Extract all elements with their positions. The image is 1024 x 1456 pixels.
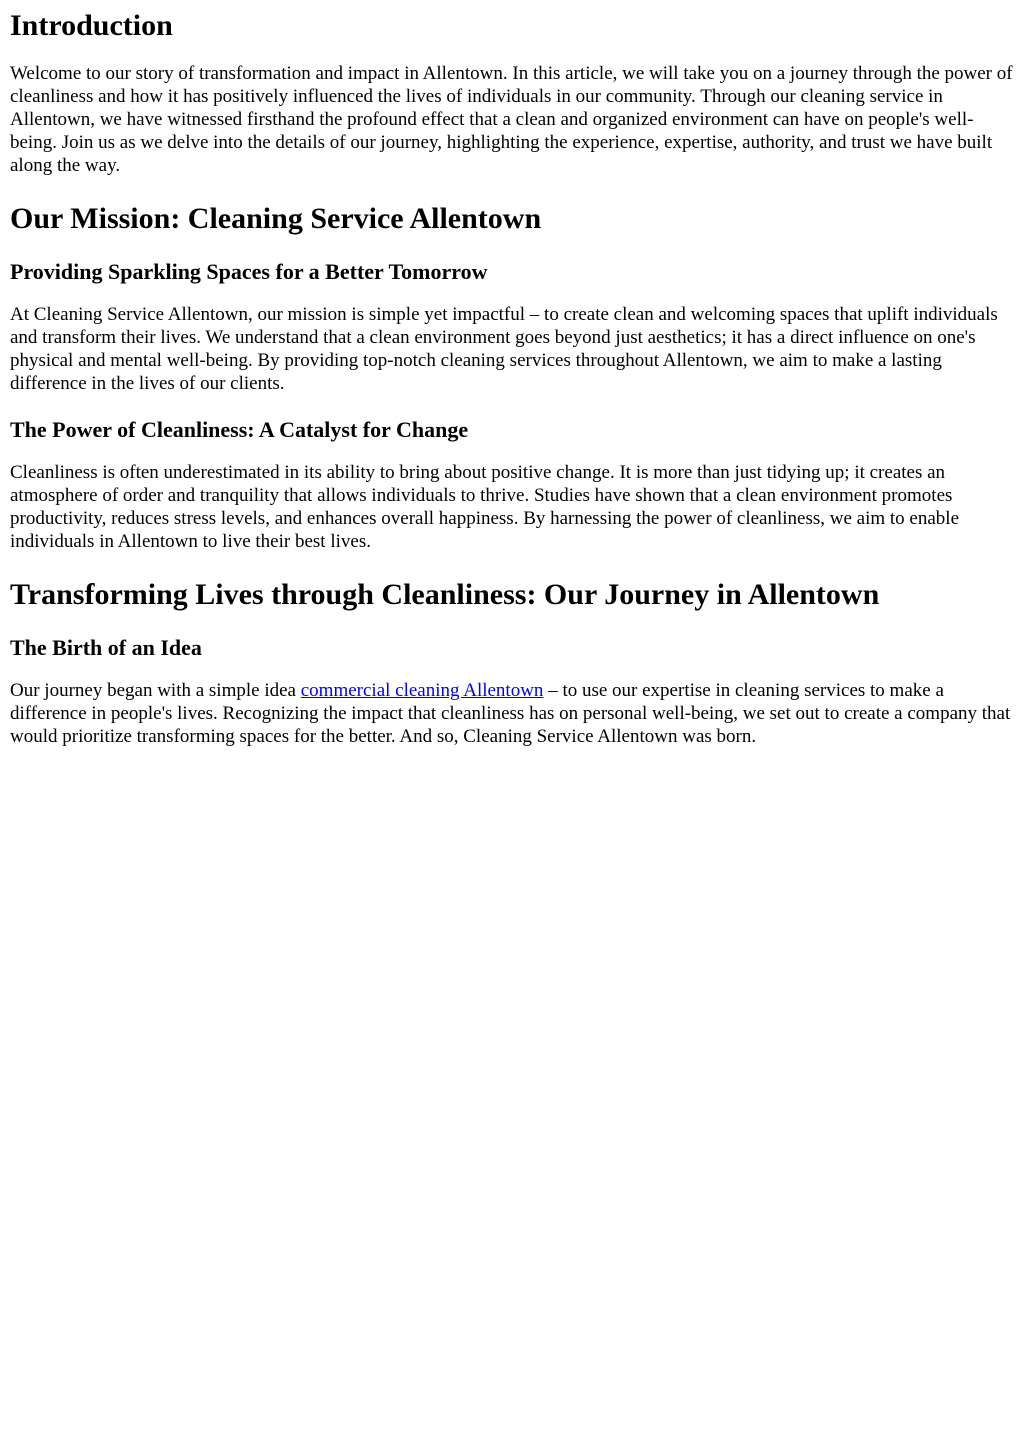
journey-paragraph-text-before-link: Our journey began with a simple idea: [10, 680, 301, 701]
article: [0, 8, 1024, 748]
mission-paragraph-sparkling-spaces: At Cleaning Service Allentown, our mission is simple yet impactful – to create clean and welcoming spaces that uplift individuals and transform their lives. We understand that a clean environment goes beyond just aesthetics; it has a direct influence on one's physical and mental well-being. By providing top-notch cleaning services throughout Allentown, we aim to make a lasting difference in the lives of our clients.: [10, 304, 998, 394]
mission-heading: Our Mission: Cleaning Service Allentown: [10, 202, 542, 235]
mission-subheading-sparkling-spaces: Providing Sparkling Spaces for a Better Tomorrow: [10, 259, 488, 284]
journey-subheading-birth-of-idea: The Birth of an Idea: [10, 635, 202, 660]
intro-paragraph: Welcome to our story of transformation and impact in Allentown. In this article, we will take you on a journey through the power of cleanliness and how it has positively influenced the lives of individuals in our community. Through our cleaning service in Allentown, we have witnessed firsthand the profound effect that a clean and organized environment can have on people's well-being. Join us as we delve into the details of our journey, highlighting the experience, expertise, authority, and trust we have built along the way.: [10, 63, 1013, 176]
mission-paragraph-power-of-cleanliness: Cleanliness is often underestimated in its ability to bring about positive change. It is more than just tidying up; it creates an atmosphere of order and tranquility that allows individuals to thrive. Studies have shown that a clean environment promotes productivity, reduces stress levels, and enhances overall happiness. By harnessing the power of cleanliness, we aim to enable individuals in Allentown to live their best lives.: [10, 462, 960, 552]
mission-subheading-power-of-cleanliness: The Power of Cleanliness: A Catalyst for Change: [10, 417, 469, 442]
commercial-cleaning-link[interactable]: commercial cleaning Allentown: [300, 680, 544, 701]
journey-paragraph-text-after-link: – to use our expertise in cleaning services to make a difference in people's lives. Recognizing the impact that cleanliness has on personal well-being, we set out to create a company that would prioritize transforming spaces for the better. And so, Cleaning Service Allentown was born.: [10, 680, 1011, 747]
journey-paragraph-birth-of-idea: [10, 679, 1016, 748]
journey-heading: Transforming Lives through Cleanliness: Our Journey in Allentown: [10, 578, 880, 611]
intro-heading: Introduction: [10, 9, 173, 42]
